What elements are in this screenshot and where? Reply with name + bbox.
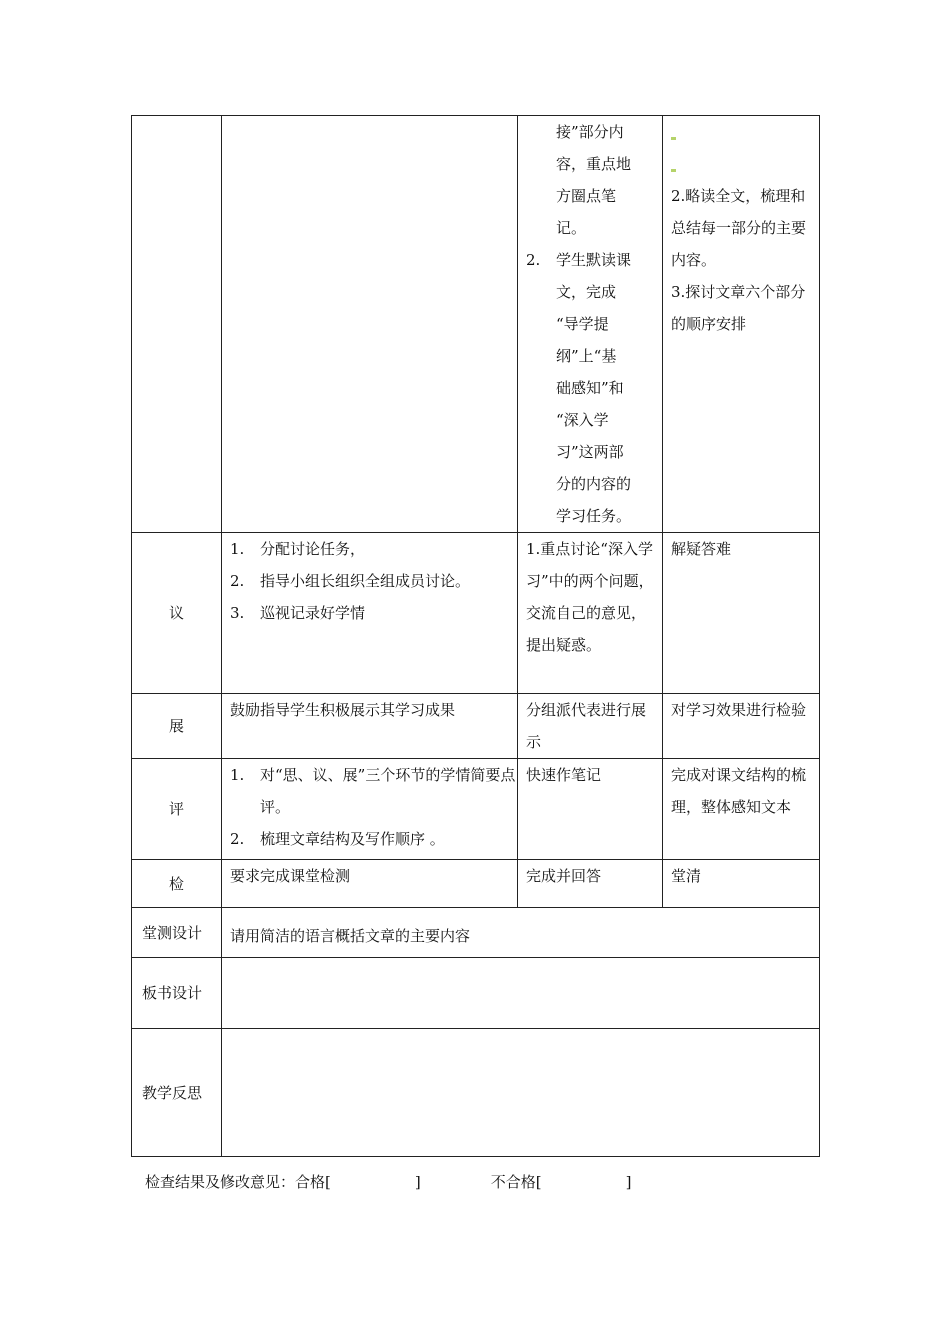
student-text: 分组派代表进行展示: [526, 701, 647, 751]
student-line: 学习任务。: [556, 507, 632, 525]
student-line: 习”这两部: [556, 443, 624, 461]
student-line: 容，重点地: [556, 155, 632, 173]
stage-label: 检: [132, 860, 222, 908]
goal-line: 2.略读全文，梳理和总结每一部分的主要内容。: [671, 187, 807, 269]
student-line: 学生默读课: [556, 251, 632, 269]
row-continuation: [132, 116, 820, 533]
goal-text: 解疑答难: [671, 540, 732, 558]
edit-mark: [671, 148, 811, 180]
teacher-cell-empty: [222, 116, 518, 533]
bracket-close: ]: [625, 1173, 632, 1191]
teacher-activity-cell: [222, 860, 518, 908]
goal-text: 完成对课文结构的梳理，整体感知文本: [671, 766, 807, 816]
goal-line: 3.探讨文章六个部分的顺序安排: [671, 283, 806, 333]
reflection-content: [222, 1029, 820, 1157]
student-line: 接”部分内: [556, 123, 624, 141]
list-item: 3. 巡视记录好学情: [230, 604, 366, 622]
test-design-label: 堂测设计: [132, 908, 222, 958]
row-jian: [132, 860, 820, 908]
goal-text: 对学习效果进行检验: [671, 701, 807, 719]
goal-cell: [663, 116, 820, 533]
student-line: 文，完成: [556, 283, 617, 301]
stage-cell-empty: [132, 116, 222, 533]
student-line: 分的内容的: [556, 475, 632, 493]
teacher-activity-cell: [222, 759, 518, 860]
student-activity-cell: [518, 860, 663, 908]
list-number: 2.: [526, 251, 541, 269]
test-design-content-cell: [222, 908, 820, 958]
student-text: 快速作笔记: [526, 766, 602, 784]
check-result-line: [145, 1168, 631, 1196]
student-line: 记。: [556, 219, 587, 237]
row-board-design: [132, 958, 820, 1029]
list-item: 2. 指导小组长组织全组成员讨论。: [230, 572, 471, 590]
stage-label: 展: [132, 694, 222, 759]
student-line: 础感知”和: [556, 379, 624, 397]
goal-cell: [663, 694, 820, 759]
list-item: 1. 对“思、议、展”三个环节的学情简要点评。: [230, 766, 516, 816]
fail-label: 不合格[: [490, 1173, 542, 1191]
goal-cell: [663, 533, 820, 694]
teacher-text: 鼓励指导学生积极展示其学习成果: [230, 701, 456, 719]
student-text: 1.重点讨论“深入学习”中的两个问题，交流自己的意见，提出疑惑。: [526, 540, 654, 654]
bracket-close: ]: [414, 1173, 421, 1191]
student-activity-cell: [518, 694, 663, 759]
teacher-text: 要求完成课堂检测: [230, 867, 351, 885]
list-item: 2. 梳理文章结构及写作顺序 。: [230, 830, 445, 848]
row-yi: [132, 533, 820, 694]
student-activity-cell: [518, 759, 663, 860]
board-design-content: [222, 958, 820, 1029]
goal-text: 堂清: [671, 867, 702, 885]
student-line: 纲”上“基: [556, 347, 617, 365]
student-line: “深入学: [556, 411, 609, 429]
reflection-label: 教学反思: [132, 1029, 222, 1157]
board-design-label: 板书设计: [132, 958, 222, 1029]
check-result-label: 检查结果及修改意见：合格[: [145, 1173, 331, 1191]
row-zhan: [132, 694, 820, 759]
lesson-plan-table: [131, 115, 820, 1157]
student-line: 方圈点笔: [556, 187, 617, 205]
student-line: “导学提: [556, 315, 609, 333]
goal-cell: [663, 759, 820, 860]
student-activity-cell: [518, 116, 663, 533]
stage-label: 评: [132, 759, 222, 860]
teacher-activity-cell: [222, 694, 518, 759]
row-reflection: [132, 1029, 820, 1157]
list-item: 1. 分配讨论任务，: [230, 540, 366, 558]
row-test-design: [132, 908, 820, 958]
stage-label: 议: [132, 533, 222, 694]
teacher-activity-cell: [222, 533, 518, 694]
edit-mark: [671, 116, 811, 148]
student-activity-cell: [518, 533, 663, 694]
student-text: 完成并回答: [526, 867, 602, 885]
test-design-content: 请用简洁的语言概括文章的主要内容: [230, 926, 471, 945]
goal-cell: [663, 860, 820, 908]
row-ping: [132, 759, 820, 860]
